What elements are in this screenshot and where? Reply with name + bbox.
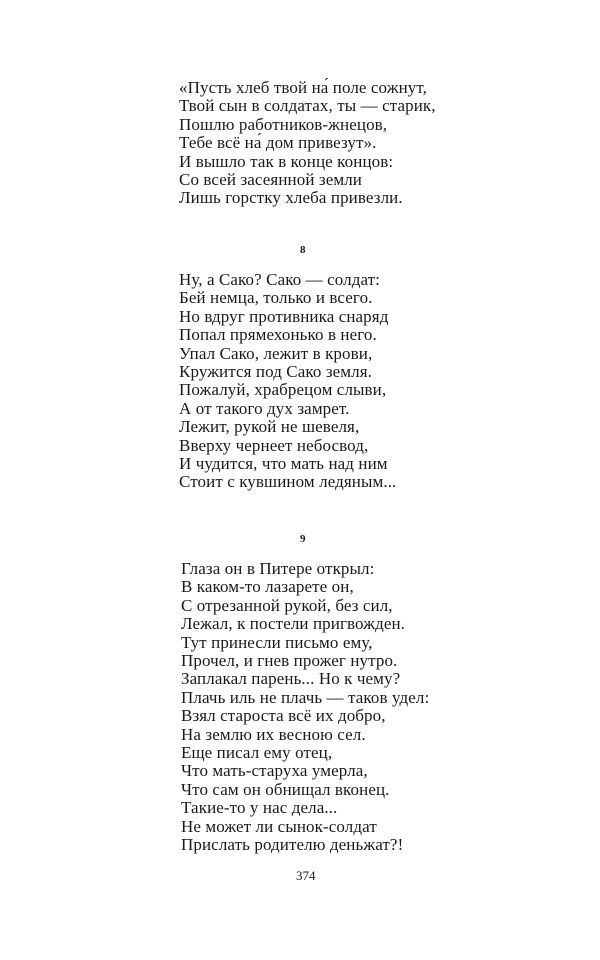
verse-line: Лишь горстку хлеба привезли. [179, 188, 403, 208]
verse-line: Но вдруг противника снаряд [179, 306, 389, 326]
section-number-8: 8 [300, 244, 306, 256]
verse-line: Заплакал парень... Но к чему? [181, 669, 401, 689]
verse-line: С отрезанной рукой, без сил, [181, 595, 393, 615]
verse-line: В каком-то лазарете он, [181, 577, 354, 597]
stanza-section-8 [179, 271, 396, 492]
verse-line: Лежал, к постели пригвожден. [181, 614, 406, 634]
verse-line: Стоит с кувшином ледяным... [179, 472, 397, 492]
verse-line: Вверху чернеет небосвод, [179, 435, 369, 455]
stanza-intro [179, 79, 436, 208]
verse-line: Со всей засеянной земли [179, 170, 362, 190]
verse-line: Такие-то у нас дела... [181, 798, 338, 818]
verse-line: Не может ли сынок-солдат [181, 816, 377, 836]
verse-line: И чудится, что мать над ним [179, 454, 388, 474]
verse-line: Кружится под Сако земля. [179, 362, 372, 382]
verse-line: Лежит, рукой не шевеля, [179, 417, 360, 437]
page-number: 374 [296, 868, 316, 883]
verse-line: Что сам он обнищал вконец. [181, 779, 390, 799]
verse-line: Плачь иль не плачь — таков удел: [181, 687, 430, 707]
verse-line: И вышло так в конце концов: [179, 151, 394, 171]
verse-line: «Пусть хлеб твой на́ поле сожнут, [179, 78, 427, 97]
verse-line: Бей немца, только и всего. [179, 288, 373, 308]
verse-line: Прочел, и гнев прожег нутро. [181, 651, 398, 671]
verse-line: Что мать-старуха умерла, [181, 761, 368, 781]
verse-line: Еще писал ему отец, [181, 743, 333, 763]
verse-line: Тут принесли письмо ему, [181, 632, 373, 652]
verse-line: А от такого дух замрет. [179, 398, 350, 418]
verse-line: Попал прямехонько в него. [179, 325, 377, 345]
stanza-section-9 [181, 560, 429, 855]
verse-line: Упал Сако, лежит в крови, [179, 343, 373, 363]
verse-line: Тебе всё на́ дом привезут». [179, 133, 377, 153]
verse-line: На землю их весною сел. [181, 724, 366, 744]
verse-line: Пожалуй, храбрецом слыви, [179, 380, 387, 400]
verse-line: Пошлю работников-жнецов, [179, 114, 388, 134]
verse-line: Прислать родителю деньжат?! [181, 835, 404, 855]
verse-line: Ну, а Сако? Сако — солдат: [179, 270, 381, 289]
section-number-9: 9 [300, 533, 306, 545]
verse-line: Глаза он в Питере открыл: [181, 559, 375, 578]
verse-line: Взял староста всё их добро, [181, 706, 386, 726]
verse-line: Твой сын в солдатах, ты — старик, [179, 96, 436, 116]
